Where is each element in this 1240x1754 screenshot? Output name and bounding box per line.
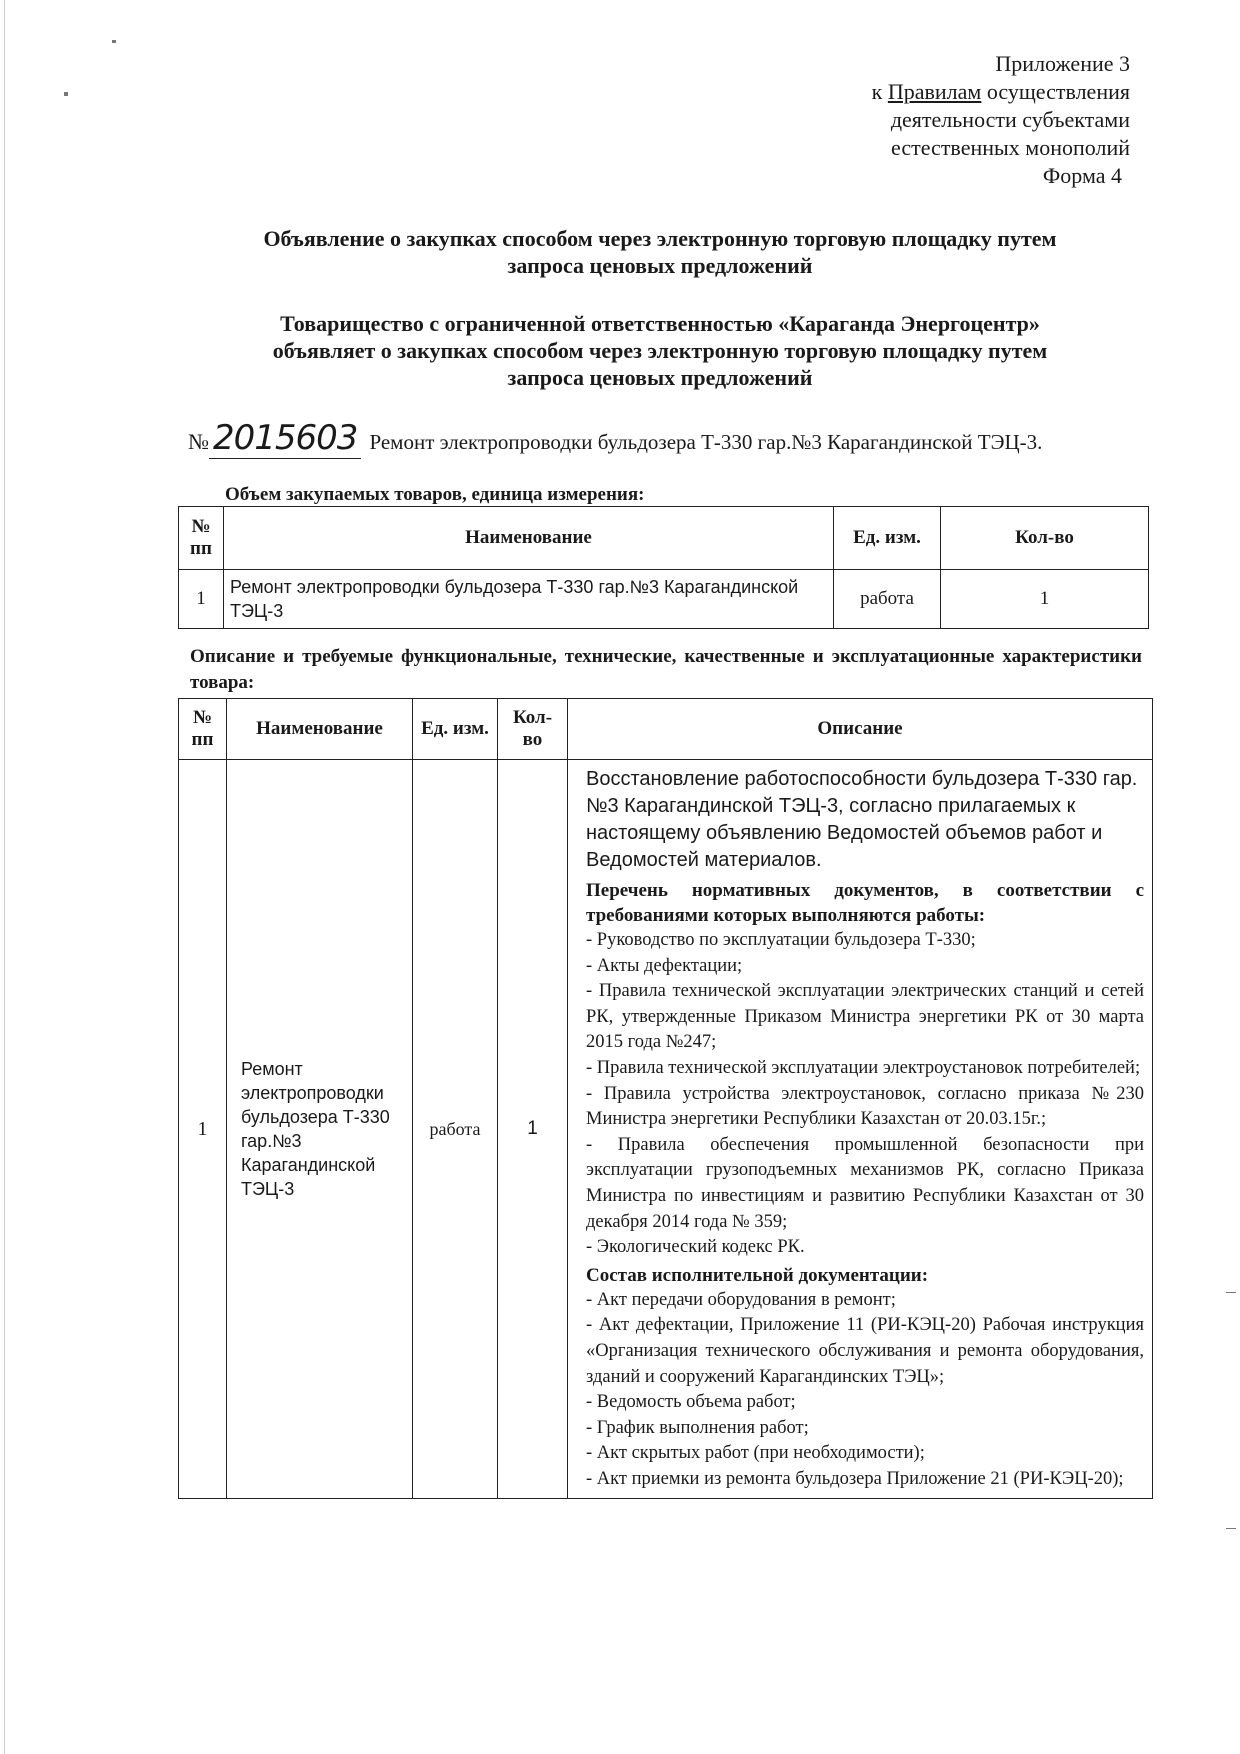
list-item: - График выполнения работ;: [586, 1417, 809, 1438]
appendix-header: [872, 50, 1130, 190]
description-intro: Восстановление работоспособности бульдозера Т-330 гар.№3 Карагандинской ТЭЦ-3, согласно прилагаемых к настоящему объявлению Ведомостей объемов работ и Ведомостей материалов.: [586, 768, 1138, 871]
cell-num: 1: [179, 570, 224, 629]
documentation-list: [586, 1288, 1144, 1493]
scan-speck: [1226, 1528, 1236, 1529]
list-item: - Правила обеспечения промышленной безопасности при эксплуатации грузоподъемных механизмов РК, согласно Приказа Министра по инвестициям и развитию Республики Казахстан от 30 декабря 2014 года № 359;: [586, 1134, 1144, 1232]
cell-unit: работа: [834, 570, 941, 629]
appendix-text: к: [871, 79, 888, 104]
cell-num: 1: [179, 760, 227, 1499]
header-qty: Кол-во: [941, 507, 1149, 570]
list-item: - Правила устройства электроустановок, согласно приказа №230 Министра энергетики Республики Казахстан от 20.03.15г.;: [586, 1083, 1144, 1130]
title-line: Объявление о закупках способом через электронную торговую площадку путем: [263, 226, 1057, 251]
cell-qty: 1: [941, 570, 1149, 629]
header-name: Наименование: [224, 507, 834, 570]
appendix-line: естественных монополий: [891, 135, 1130, 160]
cell-name: Ремонт электропроводки бульдозера Т-330 гар.№3 Карагандинской ТЭЦ-3: [224, 570, 834, 629]
rules-link-text: Правилам: [887, 79, 982, 104]
list-item: - Правила технической эксплуатации электроустановок потребителей;: [586, 1057, 1141, 1078]
header-num: № пп: [179, 507, 224, 570]
number-sign: №: [188, 429, 209, 454]
scan-speck: [112, 40, 116, 43]
list-item: - Правила технической эксплуатации электрических станций и сетей РК, утвержденные Приказом Министра энергетики РК от 30 марта 2015 года №247;: [586, 981, 1144, 1053]
appendix-line: деятельности субъектами: [890, 107, 1130, 132]
table-header-row: [179, 507, 1149, 570]
list-item: - Акт дефектации, Приложение 11 (РИ-КЭЦ-20) Рабочая инструкция «Организация технического обслуживания и ремонта оборудования, зданий и сооружений Карагандинских ТЭЦ»;: [586, 1315, 1144, 1387]
appendix-line: [872, 78, 1130, 106]
volume-table: [178, 506, 1149, 629]
header-name: Наименование: [227, 699, 413, 760]
procurement-line: [188, 418, 1148, 459]
cell-unit: работа: [413, 760, 498, 1499]
description-table: [178, 698, 1153, 1499]
subtitle-line: Товарищество с ограниченной ответственностью «Караганда Энергоцентр»: [280, 311, 1040, 336]
scan-speck: [64, 92, 68, 96]
cell-name: Ремонт электропроводки бульдозера Т-330 гар.№3 Карагандинской ТЭЦ-3: [227, 760, 413, 1499]
list-item: - Акт скрытых работ (при необходимости);: [586, 1443, 925, 1464]
header-unit: Ед. изм.: [834, 507, 941, 570]
appendix-line: Приложение 3: [995, 51, 1130, 76]
title-line: запроса ценовых предложений: [507, 253, 813, 278]
header-num: № пп: [179, 699, 227, 760]
subtitle-line: объявляет о закупках способом через электронную торговую площадку путем: [272, 338, 1048, 363]
list-item: - Акты дефектации;: [586, 955, 743, 976]
header-unit: Ед. изм.: [413, 699, 498, 760]
form-number: Форма 4: [1042, 163, 1122, 188]
header-desc: Описание: [568, 699, 1153, 760]
header-qty: Кол-во: [498, 699, 568, 760]
scan-speck: [1226, 1292, 1236, 1293]
list-item: - Экологический кодекс РК.: [586, 1237, 805, 1258]
cell-qty: 1: [498, 760, 568, 1499]
documentation-heading: Состав исполнительной документации:: [586, 1264, 929, 1286]
description-caption: Описание и требуемые функциональные, технические, качественные и эксплуатационные характеристики товара:: [190, 646, 1142, 693]
cell-description: [568, 760, 1153, 1499]
volume-caption: Объем закупаемых товаров, единица измерения:: [225, 484, 645, 505]
appendix-text: осуществления: [981, 79, 1130, 104]
procurement-number: 2015603: [209, 418, 361, 459]
table-header-row: [179, 699, 1153, 760]
table-row: [179, 570, 1149, 629]
announcement-subtitle: [170, 310, 1150, 391]
normative-list: [586, 928, 1144, 1261]
table-row: [179, 760, 1153, 1499]
list-item: - Акт передачи оборудования в ремонт;: [586, 1289, 896, 1310]
announcement-title: [170, 225, 1150, 279]
list-item: - Акт приемки из ремонта бульдозера Приложение 21 (РИ-КЭЦ-20);: [586, 1468, 1124, 1489]
procurement-subject: Ремонт электропроводки бульдозера Т-330 гар.№3 Карагандинской ТЭЦ-3.: [369, 430, 1043, 454]
list-item: - Руководство по эксплуатации бульдозера Т-330;: [586, 930, 976, 950]
subtitle-line: запроса ценовых предложений: [507, 365, 813, 390]
scan-edge-line: [4, 0, 5, 1754]
list-item: - Ведомость объема работ;: [586, 1392, 796, 1413]
normative-heading: Перечень нормативных документов, в соответствии с требованиями которых выполняются работы:: [586, 880, 1144, 926]
